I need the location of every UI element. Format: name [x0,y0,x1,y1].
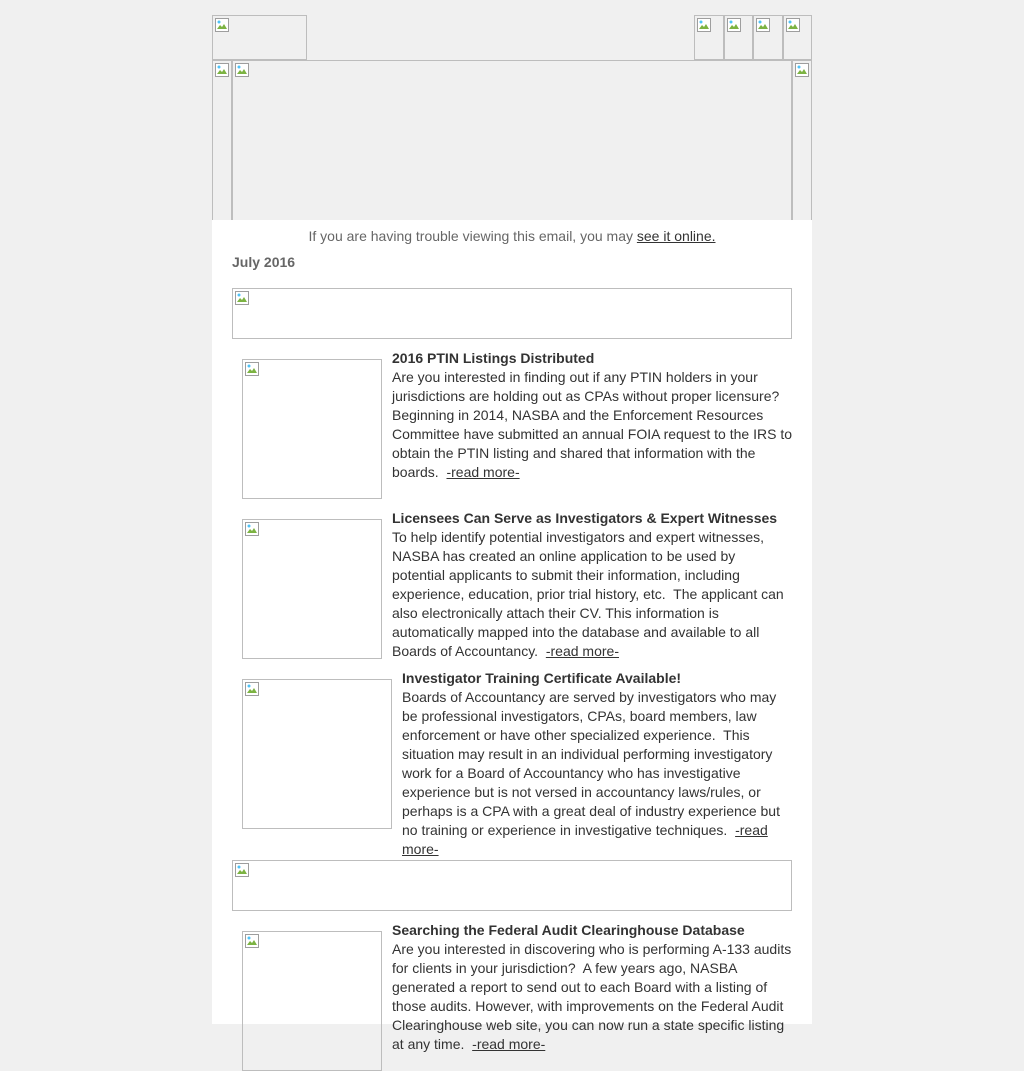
article-thumbnail-image[interactable] [242,359,382,499]
social-icon-1[interactable] [694,15,724,60]
broken-image-icon [234,862,250,878]
article-text: Are you interested in finding out if any PTIN holders in your jurisdictions are holding out as CPAs without proper licensure? Beginning in 2014, NASBA and the Enforcement Resources Committee have submitted an annual FOIA request to the IRS to obtain the PTIN listing and shared that information with the boards. [392,369,792,480]
broken-image-icon [696,17,712,33]
article-thumbnail-image[interactable] [242,679,392,829]
newsletter-content [212,220,812,1052]
broken-image-icon [726,17,742,33]
broken-image-icon [244,681,260,697]
broken-image-icon [244,521,260,537]
banner-left-edge-image [212,60,232,221]
article [402,669,792,859]
article-thumbnail-image[interactable] [242,519,382,659]
article-text: Are you interested in discovering who is performing A-133 audits for clients in your jurisdiction? A few years ago, NASBA generated a report to send out to each Board with a listing of those audits. However, with improvements on the Federal Audit Clearinghouse web site, you can now run a state specific listing at any time. [392,941,792,1052]
view-online-text: If you are having trouble viewing this email, you may [308,228,637,244]
broken-image-icon [244,361,260,377]
social-icon-3[interactable] [753,15,783,60]
read-more-link[interactable]: -read more- [472,1036,546,1052]
section-banner-image [232,860,792,911]
article [392,509,792,661]
section-banner-image [232,288,792,339]
article-body [392,368,792,482]
article-title: Licensees Can Serve as Investigators & Expert Witnesses [392,510,778,526]
article [392,349,792,482]
article-body [402,688,792,859]
broken-image-icon [234,62,250,78]
broken-image-icon [214,62,230,78]
broken-image-icon [755,17,771,33]
broken-image-icon [234,290,250,306]
article-text: Boards of Accountancy are served by investigators who may be professional investigators, CPAs, board members, law enforcement or have other specialized experience. This situation may result in an individual performing investigatory work for a Board of Accountancy who has investigative experience but is not versed in accountancy laws/rules, or perhaps is a CPA with a great deal of industry experience but no training or experience in investigative techniques. [402,689,780,838]
article-title: 2016 PTIN Listings Distributed [392,350,595,366]
article-title: Investigator Training Certificate Available! [402,670,682,686]
article-body [392,940,792,1054]
article-text: To help identify potential investigators and expert witnesses, NASBA has created an online application to be used by potential applicants to submit their information, including experience, education, prior trial history, etc. The applicant can also electronically attach their CV. This information is automatically mapped into the database and available to all Boards of Accountancy. [392,529,784,659]
social-icon-2[interactable] [724,15,753,60]
article-thumbnail-image[interactable] [242,931,382,1071]
read-more-link[interactable]: -read more- [446,464,520,480]
social-icon-4[interactable] [783,15,812,60]
banner-right-edge-image [792,60,812,221]
broken-image-icon [244,933,260,949]
see-it-online-link[interactable]: see it online. [636,228,716,244]
broken-image-icon [785,17,801,33]
broken-image-icon [214,17,230,33]
broken-image-icon [794,62,810,78]
view-online-notice [212,228,812,244]
header-banner-image[interactable] [232,60,792,221]
article [392,921,792,1054]
issue-date: July 2016 [232,254,296,270]
header-logo-image[interactable] [212,15,307,60]
read-more-link[interactable]: -read more- [545,643,619,659]
article-title: Searching the Federal Audit Clearinghouse Database [392,922,745,938]
read-more-link[interactable]: -read more- [402,822,768,857]
article-body [392,528,792,661]
